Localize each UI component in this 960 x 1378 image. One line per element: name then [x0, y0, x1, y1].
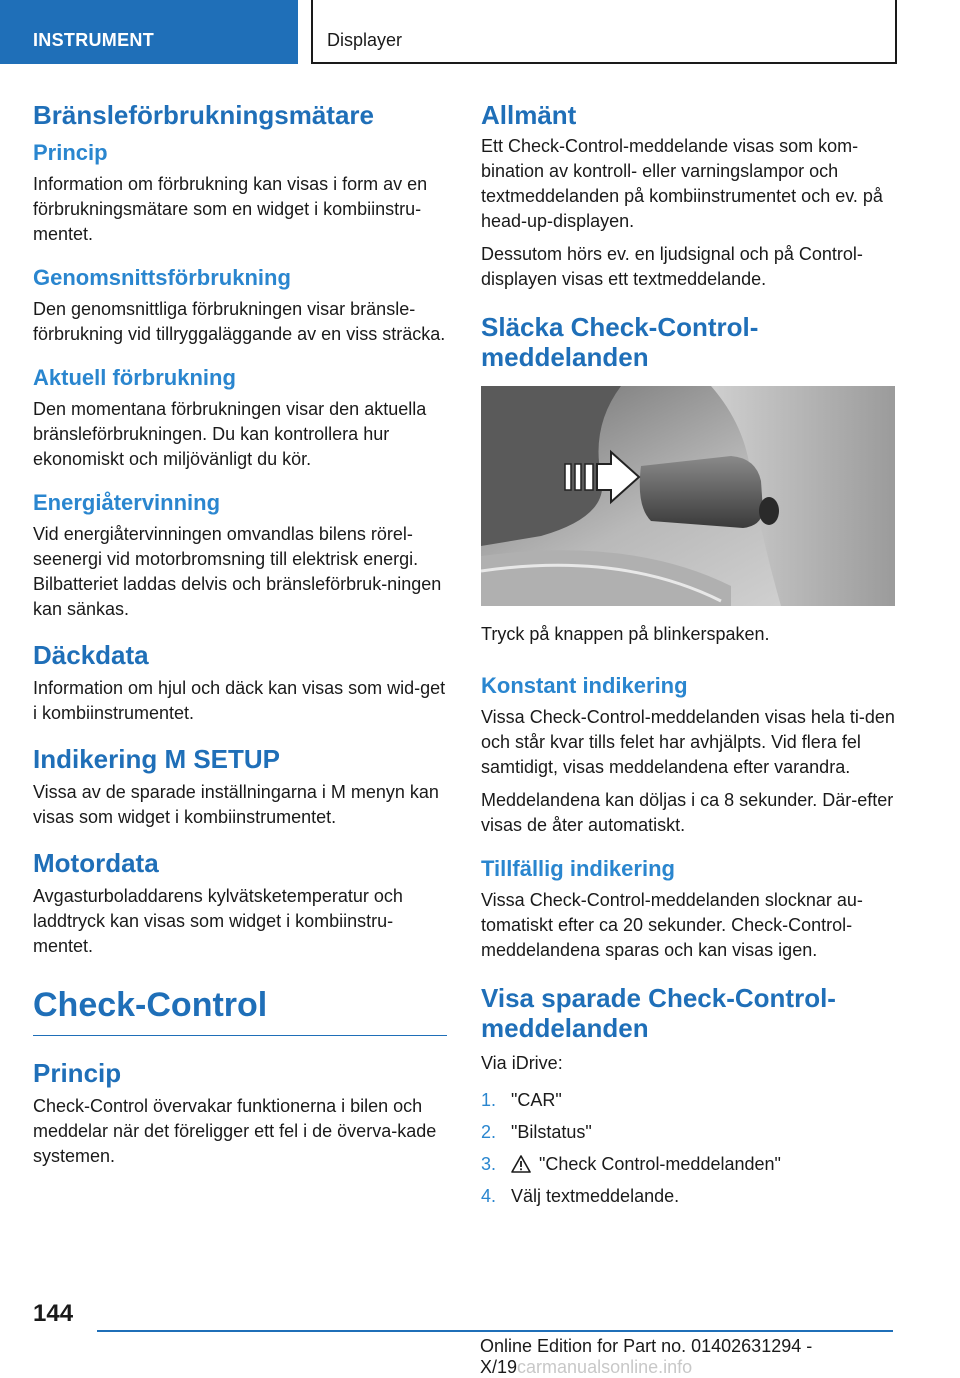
subsection-label: Displayer [327, 30, 403, 50]
fuel-gauge-title: Bränsleförbrukningsmätare [33, 100, 374, 130]
temporary-display-heading: Tillfällig indikering [481, 856, 675, 881]
via-idrive-text: Via iDrive: [481, 1053, 563, 1073]
constant-display-text-2: Meddelandena kan döljas i ca 8 sekunder. Där-efter visas de åter automatiskt. [481, 790, 894, 835]
current-consumption-heading: Aktuell förbrukning [33, 365, 236, 390]
watermark: carmanualsonline.info [517, 1357, 693, 1377]
step-number: 4. [481, 1186, 497, 1206]
section-tab [0, 0, 298, 64]
photo-caption: Tryck på knappen på blinkerspaken. [481, 624, 770, 644]
saved-messages-heading: Visa sparade Check-Control-meddelanden [481, 983, 836, 1043]
general-text-2: Dessutom hörs ev. en ljudsignal och på Control-displayen visas ett textmeddelande. [481, 244, 863, 289]
general-text-1: Ett Check-Control-meddelande visas som kom-bination av kontroll- eller varningslampor och textmeddelanden på kombiinstrumentet och ev. på head-up-displayen. [481, 136, 883, 231]
engine-data-text: Avgasturboladdarens kylvätsketemperatur och laddtryck kan visas som widget i kombiinstru-mentet. [33, 886, 403, 956]
left-column [33, 100, 447, 1177]
m-setup-text: Vissa av de sparade inställningarna i M menyn kan visas som widget i kombiinstrumentet. [33, 782, 439, 827]
edition-text: Online Edition for Part no. 01402631294 - X/19 [480, 1336, 813, 1377]
step-text: Välj textmeddelande. [511, 1186, 680, 1206]
page-number: 144 [33, 1300, 74, 1327]
right-column [481, 100, 895, 1216]
list-item [481, 1088, 895, 1113]
section-label: INSTRUMENT [33, 30, 154, 50]
temporary-display-text: Vissa Check-Control-meddelanden slocknar au-tomatiskt efter ca 20 sekunder. Check-Control-meddelandena sparas och kan visas igen. [481, 890, 863, 960]
check-control-principle-text: Check-Control övervakar funktionerna i bilen och meddelar när det föreligger ett fel i de överva-kade systemen. [33, 1096, 437, 1166]
energy-recovery-heading: Energiåtervinning [33, 490, 221, 515]
step-text: "Bilstatus" [511, 1122, 592, 1142]
steps-list [481, 1088, 895, 1209]
list-item [481, 1120, 895, 1145]
principle-text: Information om förbrukning kan visas i form av en förbrukningsmätare som en widget i kombiinstru-mentet. [33, 174, 428, 244]
list-item [481, 1152, 895, 1177]
check-control-title: Check-Control [33, 985, 447, 1036]
subsection-tab [311, 0, 897, 64]
footer-edition [480, 1336, 960, 1378]
general-heading: Allmänt [481, 100, 577, 130]
step-text: "Check Control-meddelanden" [539, 1154, 781, 1174]
turn-signal-lever-photo [481, 386, 895, 606]
average-consumption-heading: Genomsnittsförbrukning [33, 265, 291, 290]
m-setup-heading: Indikering M SETUP [33, 744, 281, 774]
engine-data-heading: Motordata [33, 848, 159, 878]
principle-heading: Princip [33, 140, 108, 165]
energy-recovery-text: Vid energiåtervinningen omvandlas bilens rörel-seenergi vid motorbromsning till elektrisk energi. Bilbatteriet laddas delvis och bränsleförbruk-ningen kan sänkas. [33, 524, 442, 619]
tire-data-text: Information om hjul och däck kan visas som wid-get i kombiinstrumentet. [33, 678, 446, 723]
constant-display-text-1: Vissa Check-Control-meddelanden visas hela ti-den och står kvar tills felet har avhjälpts. Vid flera fel samtidigt, visas meddelandena efter varandra. [481, 707, 895, 777]
tire-data-heading: Däckdata [33, 640, 149, 670]
current-consumption-text: Den momentana förbrukningen visar den aktuella bränsleförbrukningen. Du kan kontrollera hur ekonomiskt och miljövänligt du kör. [33, 399, 427, 469]
constant-display-heading: Konstant indikering [481, 673, 688, 698]
step-number: 1. [481, 1090, 497, 1110]
warning-triangle-icon [511, 1155, 531, 1173]
step-text: "CAR" [511, 1090, 562, 1110]
step-number: 2. [481, 1122, 497, 1142]
check-control-principle-heading: Princip [33, 1058, 122, 1088]
dismiss-heading: Släcka Check-Control-meddelanden [481, 312, 759, 372]
step-number: 3. [481, 1154, 497, 1174]
average-consumption-text: Den genomsnittliga förbrukningen visar bränsle-förbrukning vid tillryggaläggande av en viss sträcka. [33, 299, 446, 344]
list-item [481, 1184, 895, 1209]
footer-divider [97, 1330, 893, 1332]
